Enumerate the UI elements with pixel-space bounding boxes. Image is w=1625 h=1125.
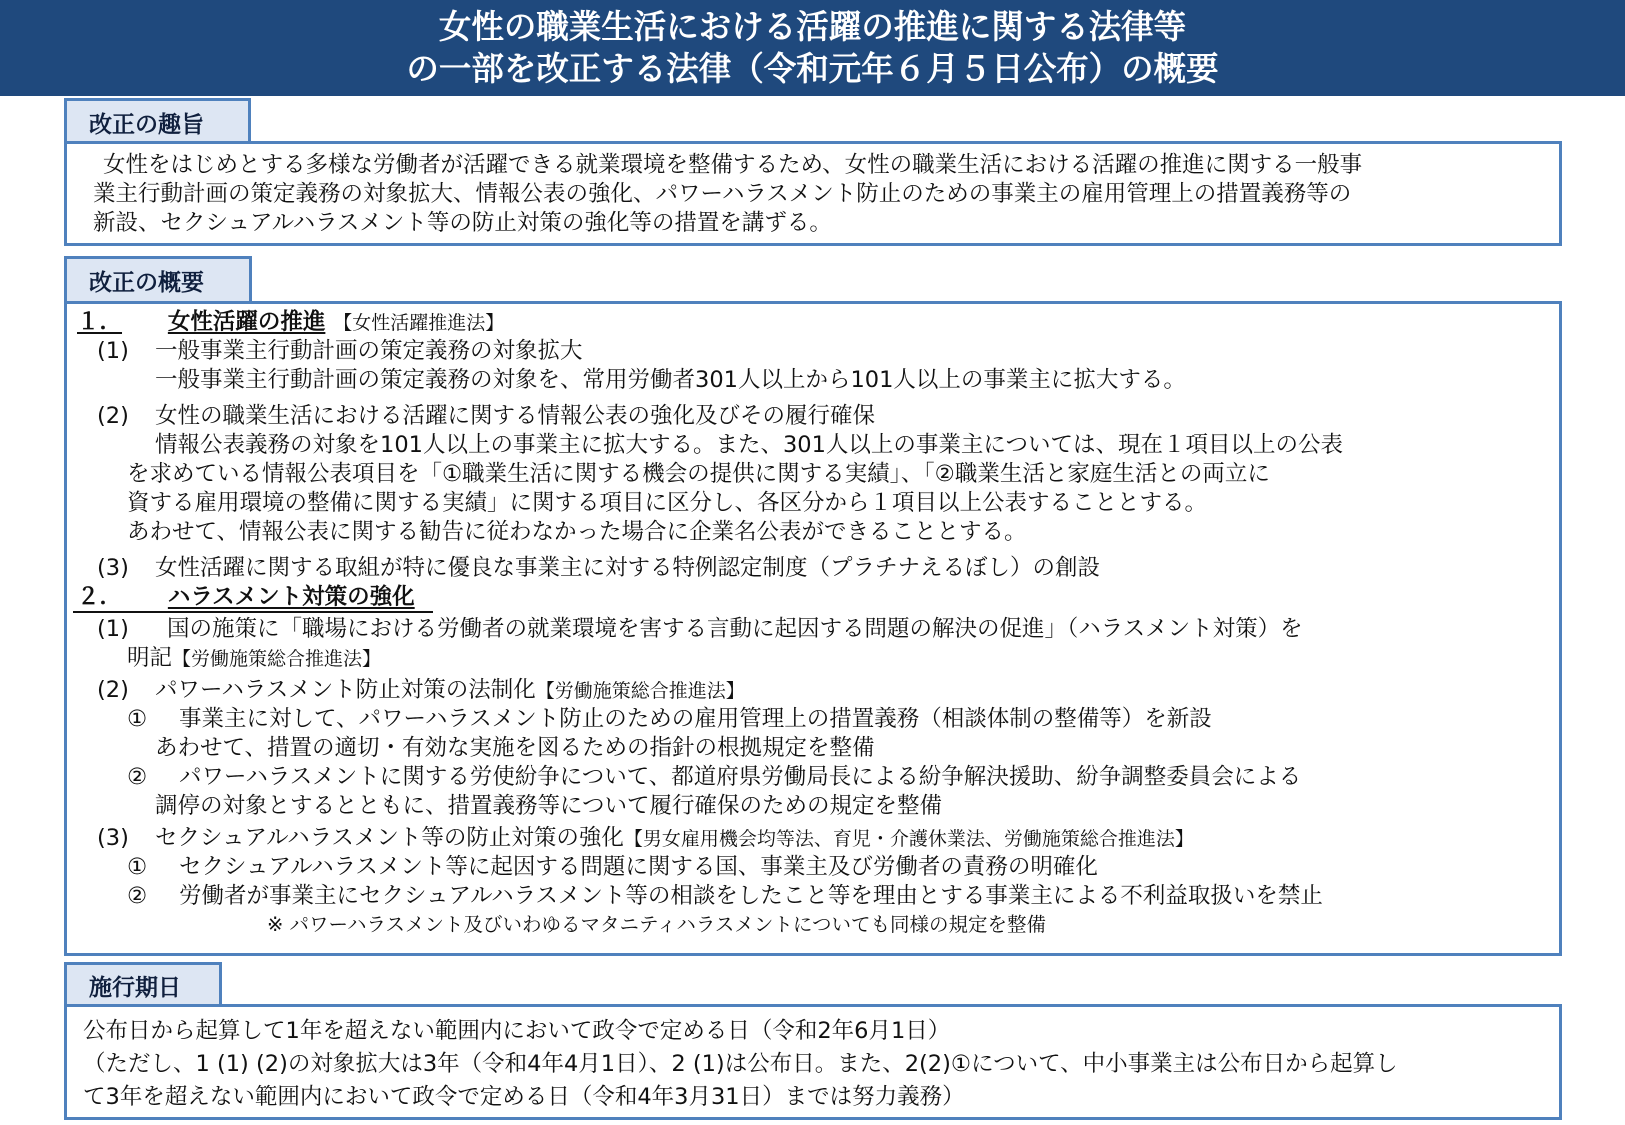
s2-item-2-heading — [155, 676, 745, 706]
s2-item-3-b-number: ② — [127, 883, 148, 909]
purpose-box — [64, 141, 1562, 246]
effective-tab — [64, 962, 222, 1006]
s1-item-1-body: 一般事業主行動計画の策定義務の対象を、常用労働者301人以上から101人以上の事業主に拡大する。 — [155, 367, 1186, 393]
s2-item-2-a-line-1: 事業主に対して、パワーハラスメント防止のための雇用管理上の措置義務（相談体制の整備等）を新設 — [179, 706, 1212, 732]
s1-item-2-title: 女性の職業生活における活躍に関する情報公表の強化及びその履行確保 — [155, 403, 876, 429]
s2-item-3-title: セクシュアルハラスメント等の防止対策の強化 — [155, 825, 624, 851]
s2-item-1-cont-text: 明記 — [127, 645, 173, 671]
s2-item-2-b-line-2: 調停の対象とするとともに、措置義務等について履行確保のための規定を整備 — [155, 793, 943, 819]
overview-tab-label: 改正の概要 — [89, 270, 204, 296]
effective-line-2: （ただし、1 (1) (2)の対象拡大は3年（令和4年4月1日）、2 (1)は公布日。また、2(2)①について、中小事業主は公布日から起算し — [83, 1051, 1398, 1077]
effective-box — [64, 1004, 1562, 1120]
s1-item-2-body-1: 情報公表義務の対象を101人以上の事業主に拡大する。また、301人以上の事業主については、現在１項目以上の公表 — [155, 432, 1343, 458]
s2-item-3-b-line: 労働者が事業主にセクシュアルハラスメント等の相談をしたこと等を理由とする事業主による不利益取扱いを禁止 — [179, 883, 1323, 909]
effective-line-1: 公布日から起算して1年を超えない範囲内において政令で定める日（令和2年6月1日） — [83, 1018, 951, 1044]
s2-item-2-b-number: ② — [127, 764, 148, 790]
s2-item-3-a-number: ① — [127, 854, 148, 880]
section-1-law: 【女性活躍推進法】 — [333, 312, 505, 334]
effective-tab-label: 施行期日 — [89, 975, 181, 1001]
s2-item-1-number: (1) — [97, 616, 129, 642]
section-2-heading — [77, 583, 415, 612]
purpose-tab — [64, 98, 251, 144]
s1-item-3-number: (3) — [97, 555, 129, 581]
section-2-title: ハラスメント対策の強化 — [167, 584, 415, 610]
section-2-number: ２． — [77, 584, 123, 610]
s2-item-3-heading — [155, 824, 1194, 854]
s2-item-1-cont — [127, 644, 381, 674]
s2-item-2-a-line-2: あわせて、措置の適切・有効な実施を図るための指針の根拠規定を整備 — [155, 735, 875, 761]
s1-item-3-title: 女性活躍に関する取組が特に優良な事業主に対する特例認定制度（プラチナえるぼし）の創設 — [155, 555, 1101, 581]
effective-line-3: て3年を超えない範囲内において政令で定める日（令和4年3月31日）までは努力義務） — [83, 1084, 965, 1110]
s1-item-1-number: (1) — [97, 338, 129, 364]
s1-item-2-body-3: 資する雇用環境の整備に関する実績」に関する項目に区分し、各区分から１項目以上公表することとする。 — [127, 490, 1208, 516]
s2-item-3-number: (3) — [97, 825, 129, 851]
s2-item-2-a-number: ① — [127, 706, 148, 732]
purpose-line-2: 業主行動計画の策定義務の対象拡大、情報公表の強化、パワーハラスメント防止のための事業主の雇用管理上の措置義務等の — [93, 181, 1352, 207]
s2-item-2-title: パワーハラスメント防止対策の法制化 — [155, 677, 536, 703]
overview-tab — [64, 256, 252, 302]
page-title-line-2: の一部を改正する法律（令和元年６月５日公布）の概要 — [406, 49, 1219, 88]
section-1-title: 女性活躍の推進 — [167, 309, 326, 335]
s2-item-3-a-line: セクシュアルハラスメント等に起因する問題に関する国、事業主及び労働者の責務の明確化 — [179, 854, 1098, 880]
s2-item-2-number: (2) — [97, 677, 129, 703]
overview-box — [64, 301, 1562, 956]
s1-item-2-number: (2) — [97, 403, 129, 429]
section-1-heading — [77, 308, 504, 338]
s1-item-1-title: 一般事業主行動計画の策定義務の対象拡大 — [155, 338, 583, 364]
s2-item-3-note: ※ パワーハラスメント及びいわゆるマタニティハラスメントについても同様の規定を整備 — [267, 913, 1046, 936]
s2-item-3-law: 【男女雇用機会均等法、育児・介護休業法、労働施策総合推進法】 — [623, 828, 1194, 850]
s2-item-2-b-line-1: パワーハラスメントに関する労使紛争について、都道府県労働局長による紛争解決援助、紛争調整委員会による — [179, 764, 1302, 790]
purpose-tab-label: 改正の趣旨 — [89, 112, 204, 138]
s2-item-2-law: 【労働施策総合推進法】 — [535, 680, 745, 702]
s2-item-1-title: 国の施策に「職場における労働者の就業環境を害する言動に起因する問題の解決の促進」（ハラスメント対策）を — [167, 616, 1303, 642]
section-2-divider — [73, 611, 433, 613]
purpose-line-3: 新設、セクシュアルハラスメント等の防止対策の強化等の措置を講ずる。 — [93, 210, 832, 236]
section-1-number: １． — [77, 309, 123, 335]
s2-item-1-law: 【労働施策総合推進法】 — [172, 648, 382, 670]
purpose-line-1: 女性をはじめとする多様な労働者が活躍できる就業環境を整備するため、女性の職業生活における活躍の推進に関する一般事 — [103, 152, 1363, 178]
s1-item-2-body-4: あわせて、情報公表に関する勧告に従わなかった場合に企業名公表ができることとする。 — [127, 519, 1027, 545]
header-banner — [0, 0, 1625, 96]
page-title-line-1: 女性の職業生活における活躍の推進に関する法律等 — [438, 7, 1187, 46]
s1-item-2-body-2: を求めている情報公表項目を「①職業生活に関する機会の提供に関する実績」、「②職業生活と家庭生活との両立に — [127, 461, 1270, 487]
